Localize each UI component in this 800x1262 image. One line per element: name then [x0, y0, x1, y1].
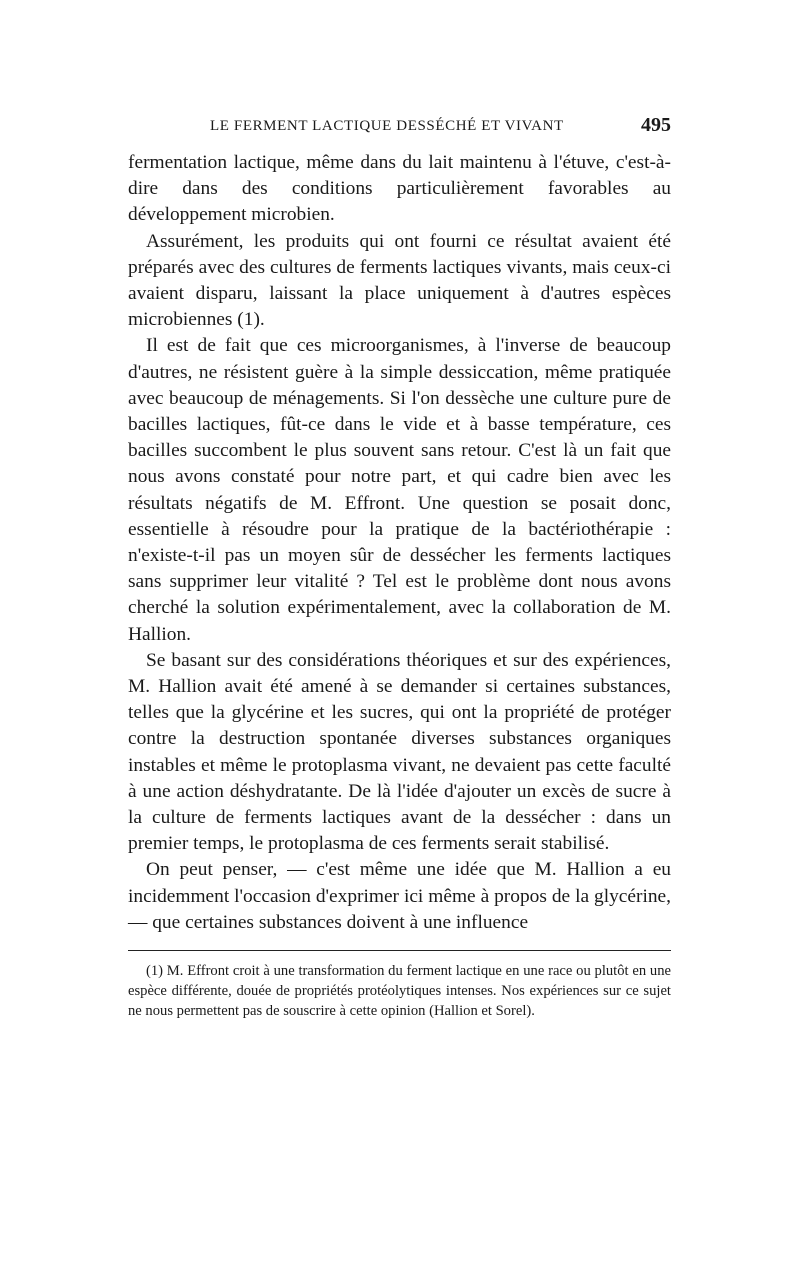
paragraph-1: fermentation lactique, même dans du lait maintenu à l'étuve, c'est-à-dire dans des conditions particulièrement favorables au développement microbien. [128, 152, 671, 226]
body-text [128, 150, 671, 936]
paragraph-3: Il est de fait que ces microorganismes, à l'inverse de beaucoup d'autres, ne résistent guère à la simple dessiccation, même pratiquée avec beaucoup de ménagements. Si l'on dessèche une culture pure de bacilles lactiques, fût-ce dans le vide et à basse température, ces bacilles succombent le plus souvent sans retour. C'est là un fait que nous avons constaté pour notre part, et qui cadre bien avec les résultats négatifs de M. Effront. Une question se posait donc, essentielle à résoudre pour la pratique de la bactériothérapie : n'existe-t-il pas un moyen sûr de dessécher les ferments lactiques sans supprimer leur vitalité ? Tel est le problème dont nous avons cherché la solution expérimentalement, avec la collaboration de M. Hallion. [128, 335, 671, 645]
paragraph-5: On peut penser, — c'est même une idée que M. Hallion a eu incidemment l'occasion d'exprimer ici même à propos de la glycérine, — que certaines substances doivent à une influence [128, 859, 671, 933]
running-title: LE FERMENT LACTIQUE DESSÉCHÉ ET VIVANT [210, 118, 564, 134]
paragraph-4: Se basant sur des considérations théoriques et sur des expériences, M. Hallion avait été amené à se demander si certaines substances, telles que la glycérine et les sucres, qui ont la propriété de protéger contre la destruction spontanée diverses substances organiques instables et même le protoplasma vivant, ne devaient pas cette faculté à une action déshydratante. De là l'idée d'ajouter un excès de sucre à la culture de ferments lactiques avant de la dessécher : dans un premier temps, le protoplasma de ces ferments serait stabilisé. [128, 649, 671, 855]
running-head [128, 112, 671, 140]
page-number: 495 [641, 114, 671, 136]
book-page [128, 112, 671, 1021]
footnote-rule [128, 950, 671, 951]
paragraph-2: Assurément, les produits qui ont fourni ce résultat avaient été préparés avec des cultures de ferments lactiques vivants, mais ceux-ci avaient disparu, laissant la place uniquement à d'autres espèces microbiennes (1). [128, 230, 671, 331]
footnote-text: (1) M. Effront croit à une transformation du ferment lactique en une race ou plutôt en une espèce différente, douée de propriétés protéolytiques intenses. Nos expériences sur ce sujet ne nous permettent pas de souscrire à cette opinion (Hallion et Sorel). [128, 963, 671, 1020]
footnote [128, 961, 671, 1021]
